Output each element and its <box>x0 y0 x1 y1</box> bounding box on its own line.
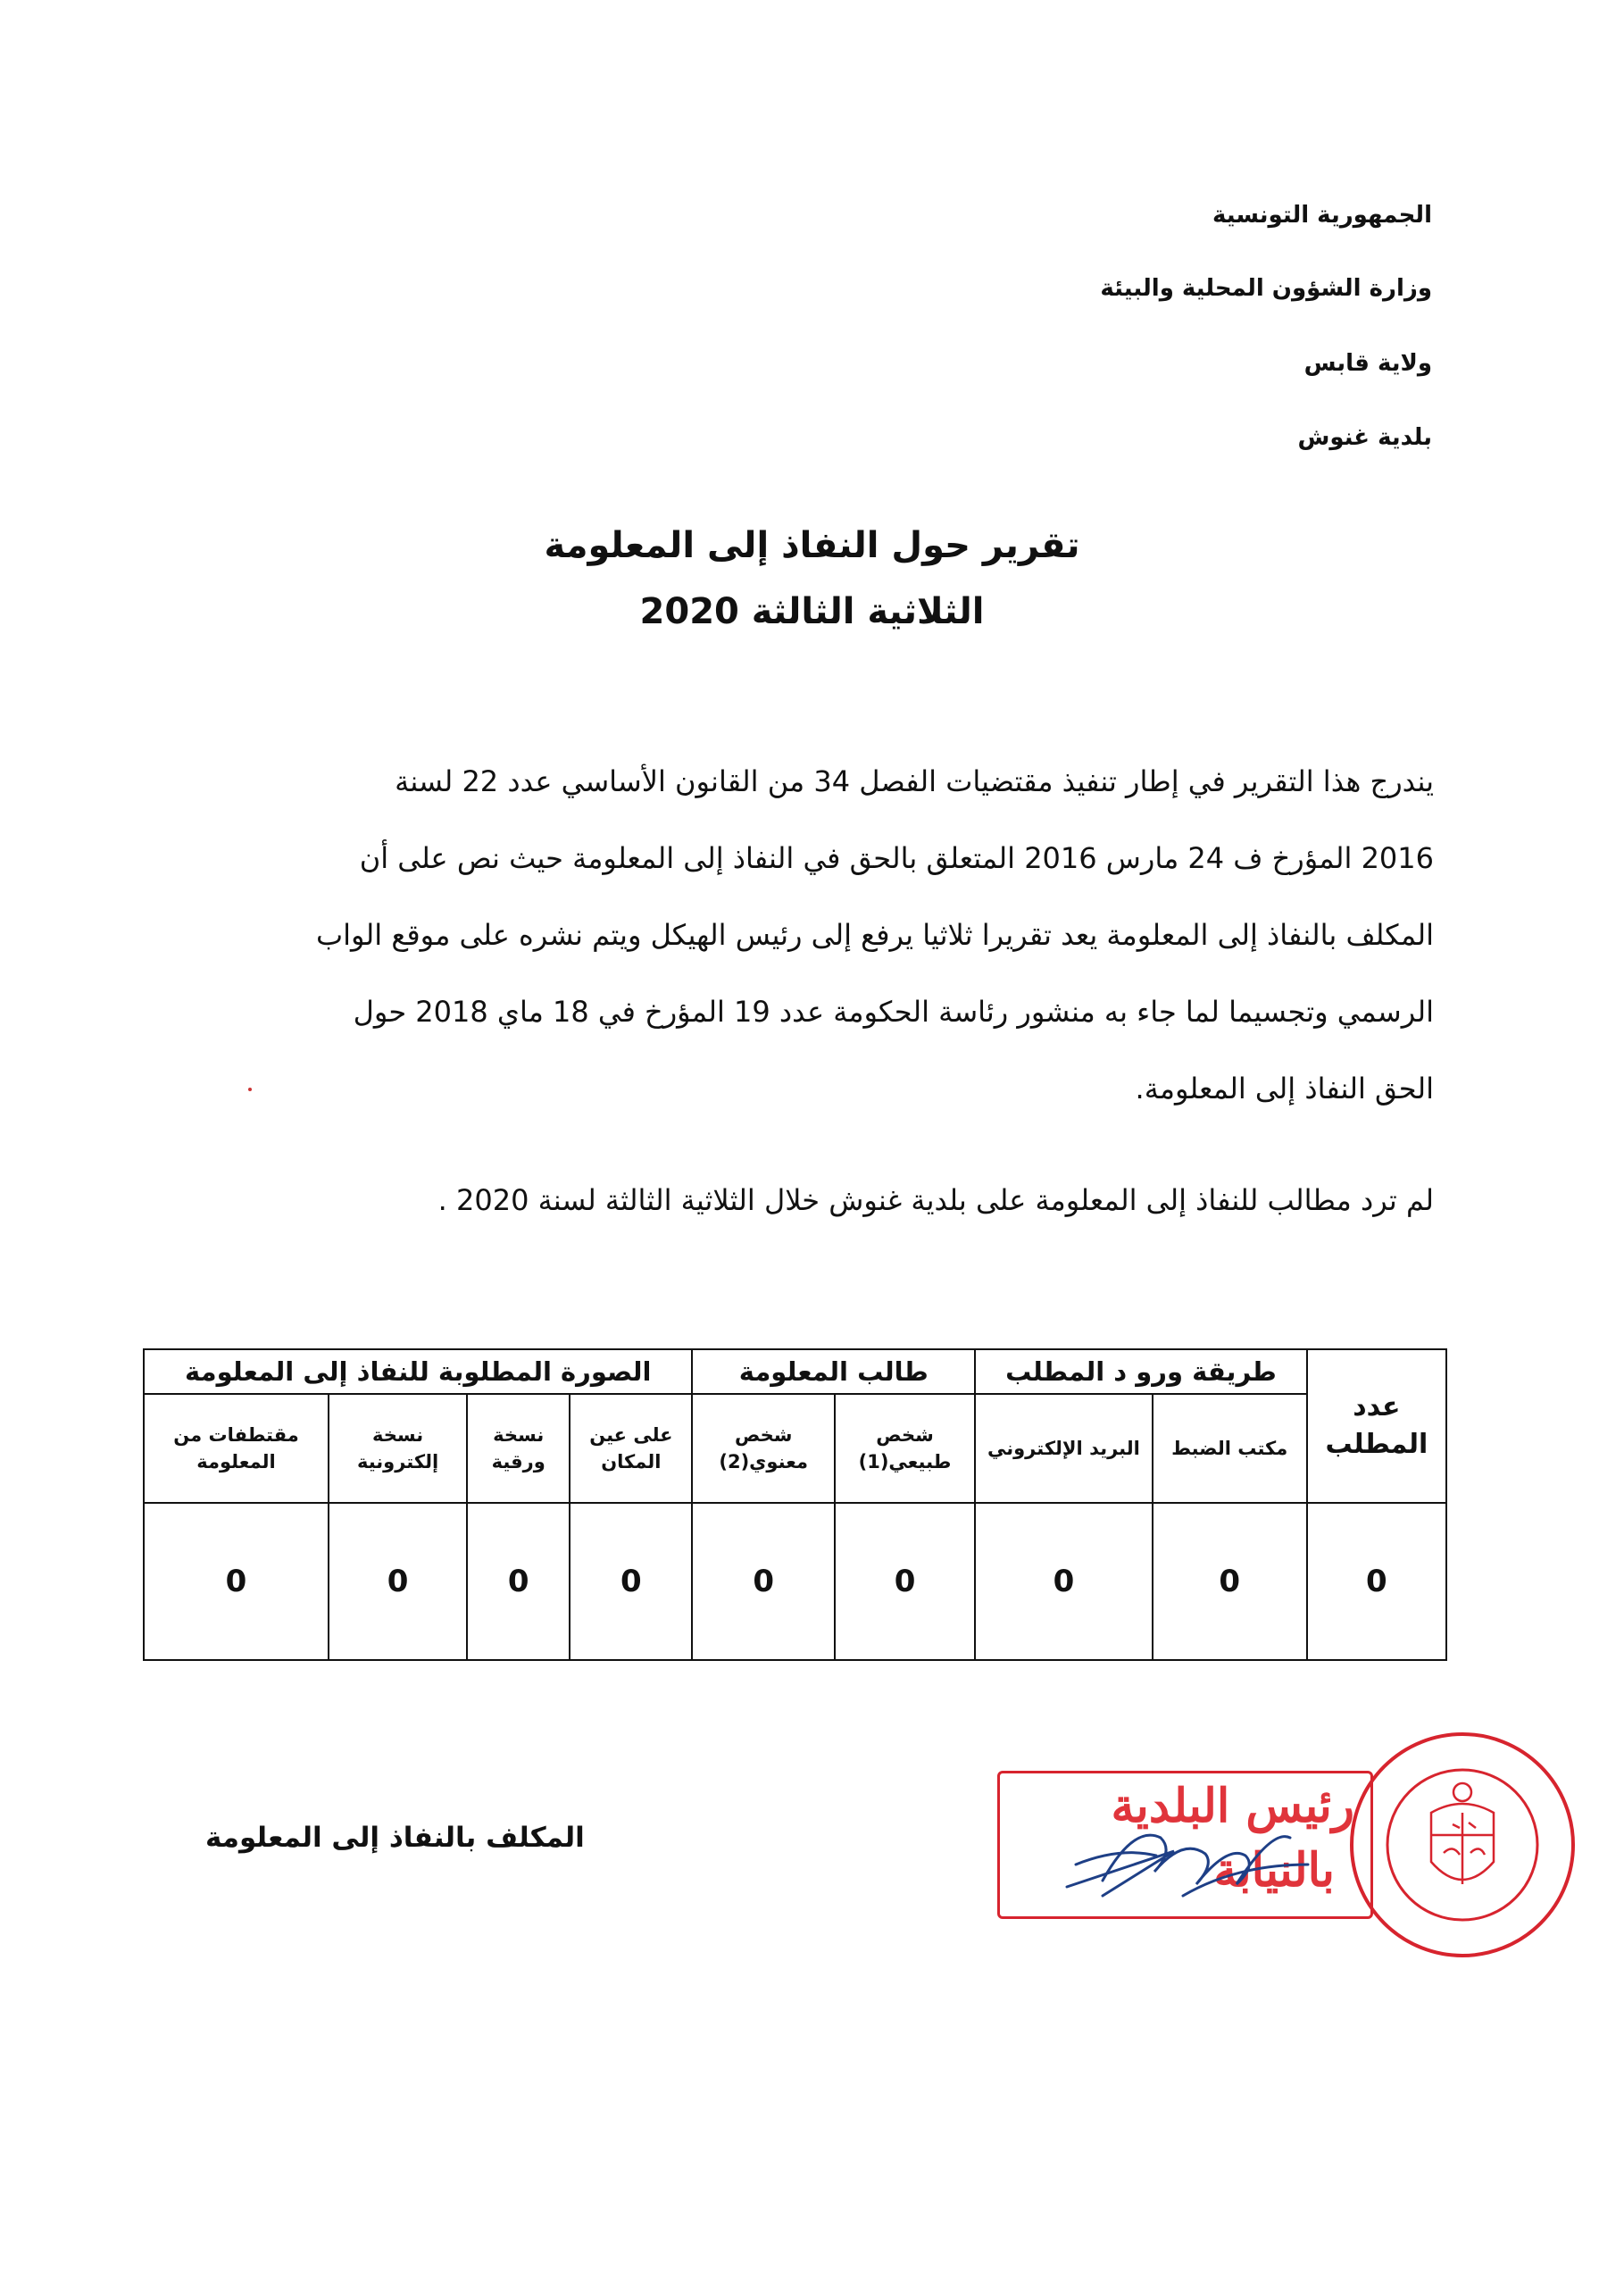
municipal-seal <box>1345 1728 1579 1962</box>
requests-table <box>143 1348 1447 1661</box>
stamp-line-acting: بالنيابة <box>1213 1843 1335 1898</box>
ink-dot <box>248 1088 252 1091</box>
handwritten-signature <box>1049 1802 1344 1909</box>
value-on-site: 0 <box>570 1503 692 1660</box>
value-registry-office: 0 <box>1153 1503 1307 1660</box>
paragraph-line: يندرج هذا التقرير في إطار تنفيذ مقتضيات الفصل 34 من القانون الأساسي عدد 22 لسنة <box>395 764 1434 798</box>
paragraph-line: الرسمي وتجسيما لما جاء به منشور رئاسة الحكومة عدد 19 المؤرخ في 18 ماي 2018 حول <box>353 995 1434 1029</box>
value-electronic-copy: 0 <box>329 1503 467 1660</box>
count-header: عدد المطلب <box>1307 1349 1446 1503</box>
subheader-email: البريد الإلكتروني <box>975 1394 1152 1503</box>
report-title: تقرير حول النفاذ إلى المعلومة <box>544 525 1080 566</box>
header-republic: الجمهورية التونسية <box>1212 202 1432 229</box>
value-email: 0 <box>975 1503 1152 1660</box>
subheader-excerpts: مقتطفات من المعلومة <box>144 1394 329 1503</box>
report-subtitle: الثلاثية الثالثة 2020 <box>639 591 985 632</box>
header-governorate: ولاية قابس <box>1303 350 1432 377</box>
value-natural-person: 0 <box>835 1503 975 1660</box>
subheader-registry-office: مكتب الضبط <box>1153 1394 1307 1503</box>
subheader-on-site: على عين المكان <box>570 1394 692 1503</box>
value-paper-copy: 0 <box>467 1503 570 1660</box>
value-total: 0 <box>1307 1503 1446 1660</box>
value-legal-person: 0 <box>692 1503 834 1660</box>
no-requests-note: لم ترد مطالب للنفاذ إلى المعلومة على بلدية غنوش خلال الثلاثية الثالثة لسنة 2020 . <box>437 1183 1434 1217</box>
subheader-paper-copy: نسخة ورقية <box>467 1394 570 1503</box>
group-access-form: الصورة المطلوبة للنفاذ إلى المعلومة <box>144 1349 692 1394</box>
signatory-label: المكلف بالنفاذ إلى المعلومة <box>205 1822 585 1854</box>
stamp-line-mayor: رئيس البلدية <box>1111 1779 1354 1833</box>
subheader-natural-person: شخص طبيعي(1) <box>835 1394 975 1503</box>
header-municipality: بلدية غنوش <box>1297 424 1432 451</box>
subheader-electronic-copy: نسخة إلكترونية <box>329 1394 467 1503</box>
paragraph-line: المكلف بالنفاذ إلى المعلومة يعد تقريرا ثلاثيا يرفع إلى رئيس الهيكل ويتم نشره على موقع الواب <box>315 918 1434 952</box>
seal-emblem-icon <box>1345 1728 1579 1962</box>
intro-paragraph <box>195 743 1434 1127</box>
header-ministry: وزارة الشؤون المحلية والبيئة <box>1100 275 1432 302</box>
subheader-legal-person: شخص معنوي(2) <box>692 1394 834 1503</box>
value-excerpts: 0 <box>144 1503 329 1660</box>
paragraph-line: 2016 المؤرخ ف 24 مارس 2016 المتعلق بالحق في النفاذ إلى المعلومة حيث نص على أن <box>359 841 1434 875</box>
group-requester: طالب المعلومة <box>692 1349 975 1394</box>
group-request-method: طريقة ورو د المطلب <box>975 1349 1307 1394</box>
signature-scribble-icon <box>1049 1802 1344 1909</box>
paragraph-line: الحق النفاذ إلى المعلومة. <box>1135 1072 1434 1105</box>
